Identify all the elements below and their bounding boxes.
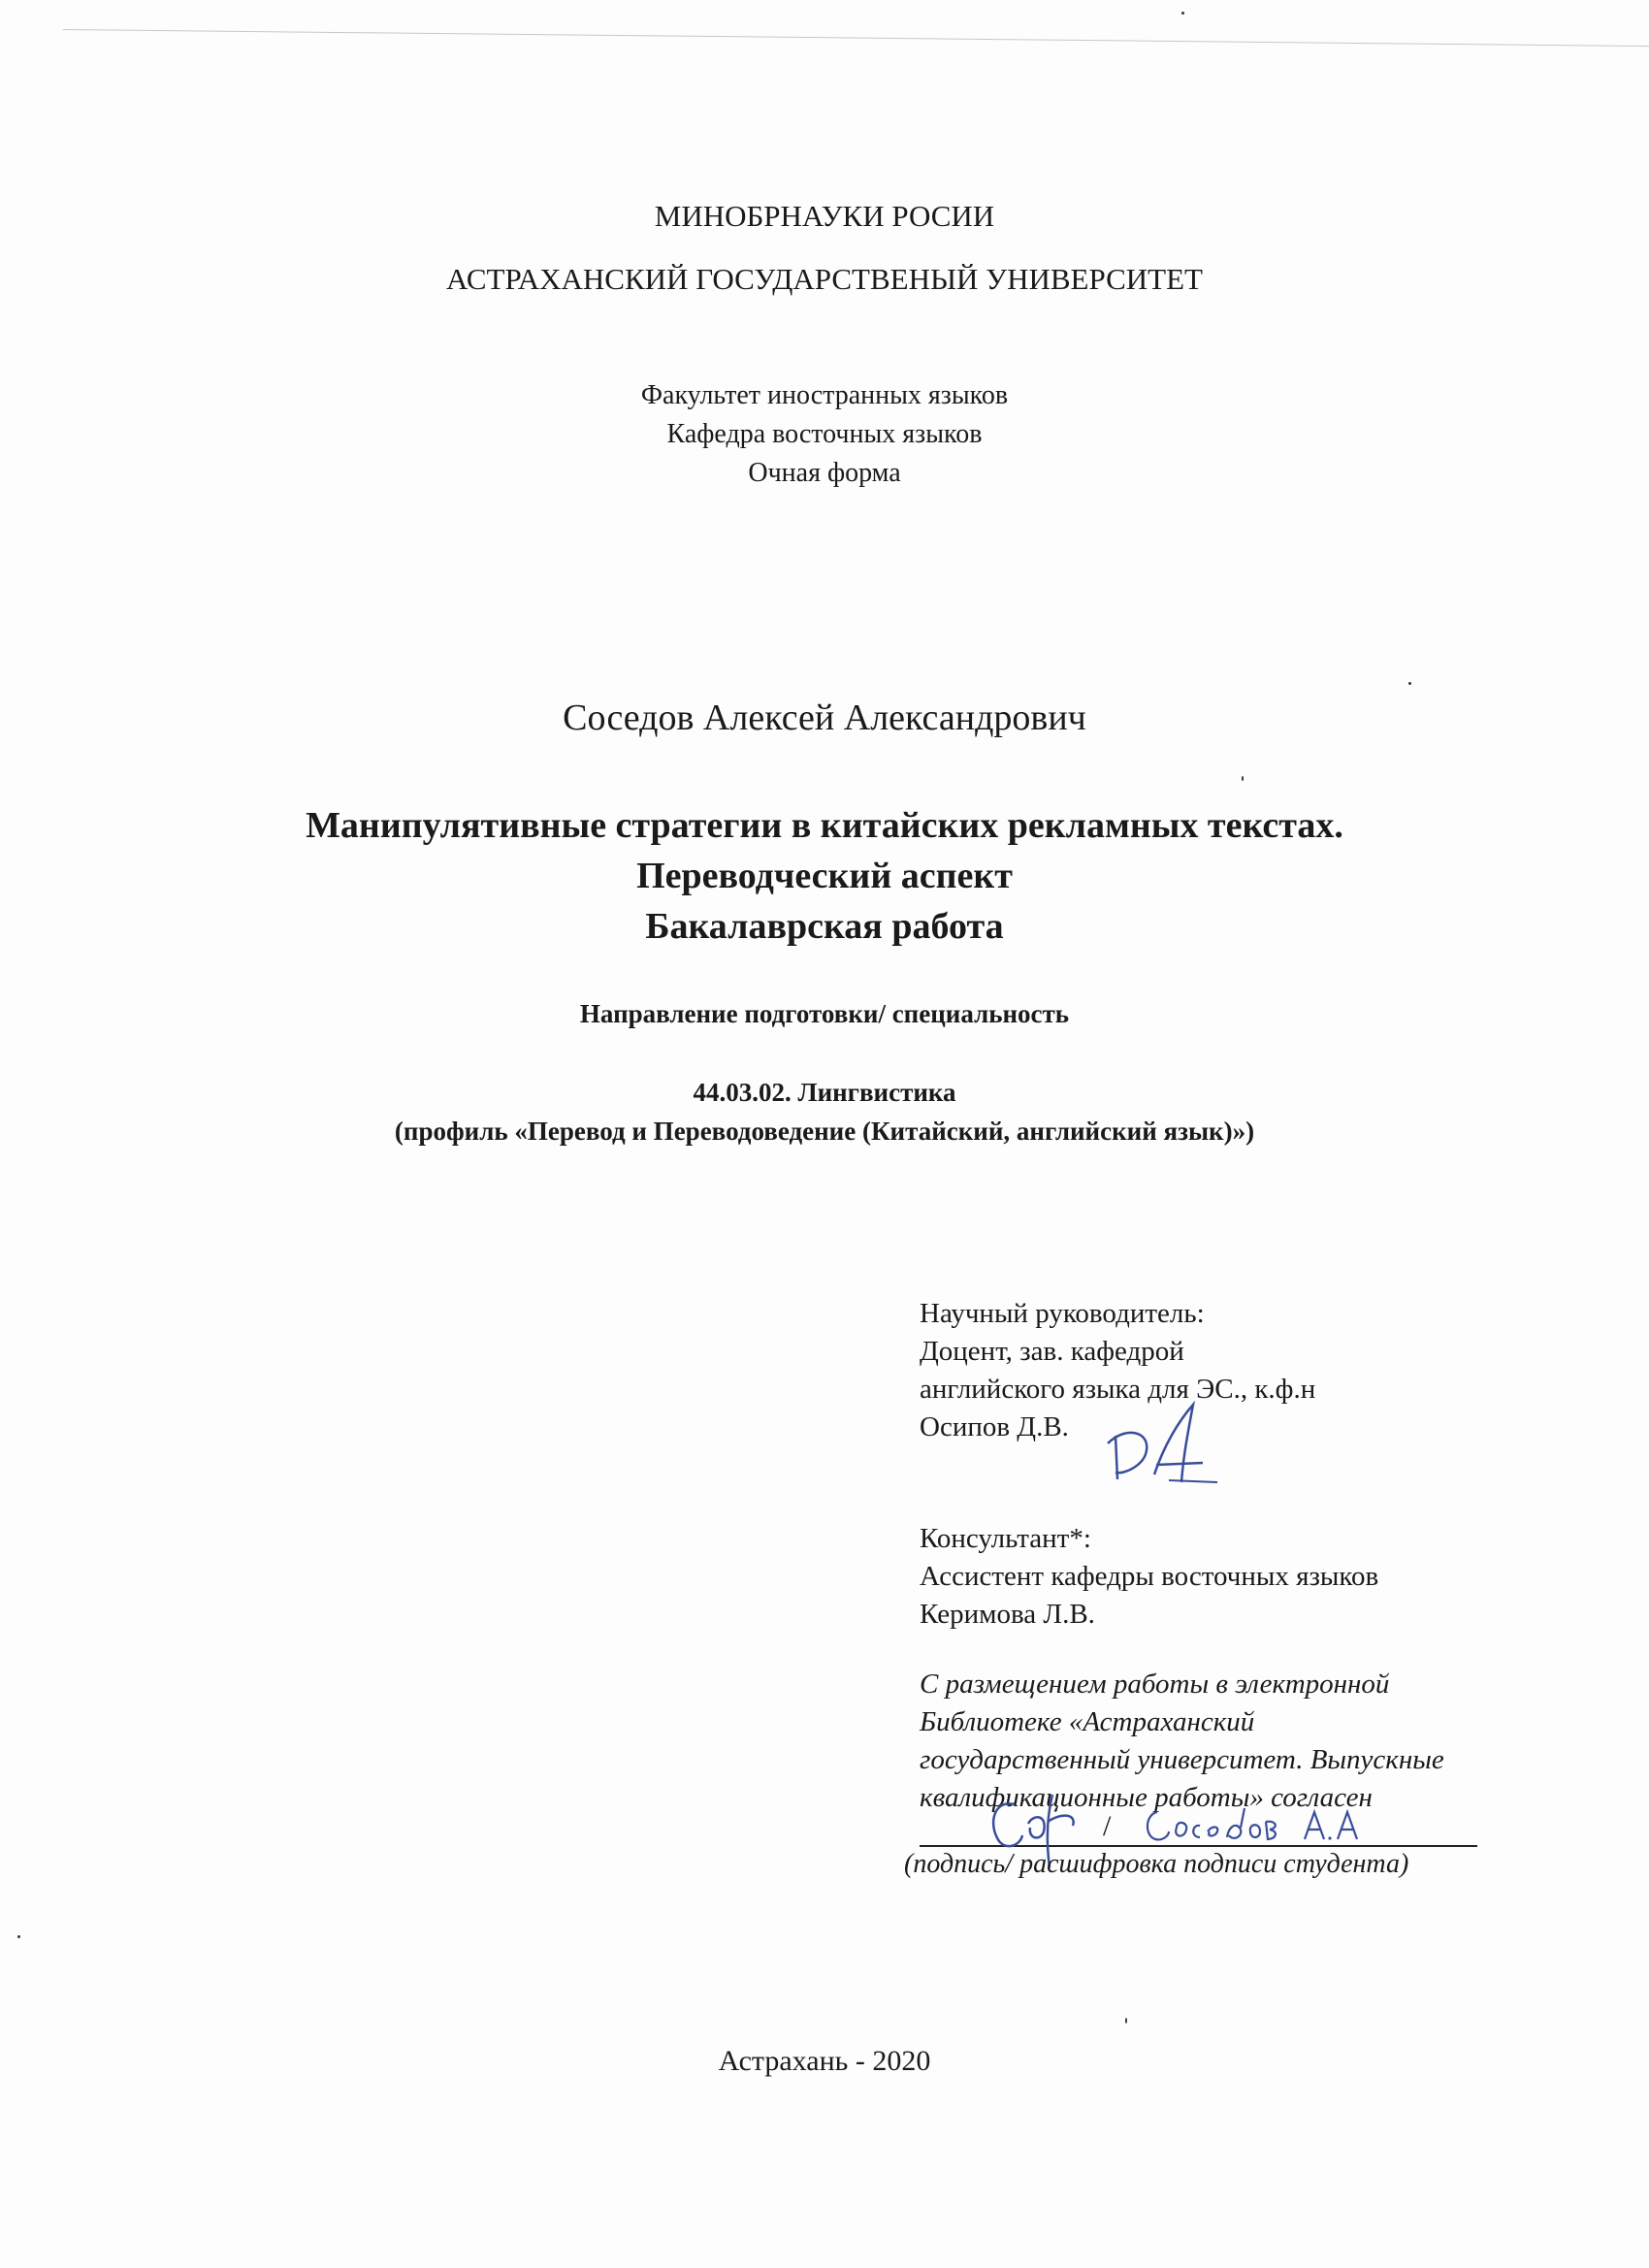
signature-caption: (подпись/ расшифровка подписи студента) xyxy=(904,1849,1409,1879)
title-line-1: Манипулятивные стратегии в китайских рекламных текстах. xyxy=(306,805,1343,846)
university-name: АСТРАХАНСКИЙ ГОСУДАРСТВЕНЫЙ УНИВЕРСИТЕТ xyxy=(446,262,1203,296)
consultant-block xyxy=(920,1520,1637,1634)
thesis-title xyxy=(0,800,1649,952)
consultant-position: Ассистент кафедры восточных языков xyxy=(920,1561,1379,1592)
title-line-2: Переводческий аспект xyxy=(636,856,1013,896)
specialty-block xyxy=(0,1073,1649,1150)
scan-speck xyxy=(17,1935,20,1938)
title-line-3: Бакалаврская работа xyxy=(645,906,1004,947)
supervisor-signature xyxy=(1096,1397,1232,1494)
consent-line-3: государственный университет. Выпускные xyxy=(920,1744,1444,1775)
supervisor-position-1: Доцент, зав. кафедрой xyxy=(920,1336,1184,1367)
faculty-block xyxy=(0,376,1649,493)
city-year: Астрахань - 2020 xyxy=(718,2045,931,2077)
consent-line-2: Библиотеке «Астраханский xyxy=(920,1706,1255,1737)
consultant-label: Консультант*: xyxy=(920,1523,1091,1554)
author-name: Соседов Алексей Александрович xyxy=(563,697,1086,738)
signature-separator: / xyxy=(1103,1810,1112,1842)
scan-speck xyxy=(1181,12,1184,15)
scan-speck xyxy=(1242,776,1244,781)
study-form: Очная форма xyxy=(748,458,901,488)
supervisor-label: Научный руководитель: xyxy=(920,1298,1205,1329)
ministry-name: МИНОБРНАУКИ РОСИИ xyxy=(654,199,995,233)
supervisor-block xyxy=(920,1295,1637,1446)
specialty-profile: (профиль «Перевод и Переводоведение (Китайский, английский язык)») xyxy=(394,1117,1255,1146)
department-name: Кафедра восточных языков xyxy=(666,419,983,449)
student-handwritten-name xyxy=(1140,1802,1373,1851)
consent-line-4: квалификационные работы» согласен xyxy=(920,1782,1373,1813)
direction-label: Направление подготовки/ специальность xyxy=(579,999,1070,1028)
consultant-name: Керимова Л.В. xyxy=(920,1599,1095,1630)
scan-edge-line xyxy=(63,29,1649,47)
supervisor-name: Осипов Д.В. xyxy=(920,1411,1069,1442)
faculty-name: Факультет иностранных языков xyxy=(640,380,1009,410)
specialty-code: 44.03.02. Лингвистика xyxy=(693,1078,956,1107)
scan-speck xyxy=(1125,2018,1127,2024)
consent-line-1: С размещением работы в электронной xyxy=(920,1669,1390,1700)
supervisor-position-2: английского языка для ЭС., к.ф.н xyxy=(920,1374,1316,1405)
scan-speck xyxy=(1408,682,1411,685)
